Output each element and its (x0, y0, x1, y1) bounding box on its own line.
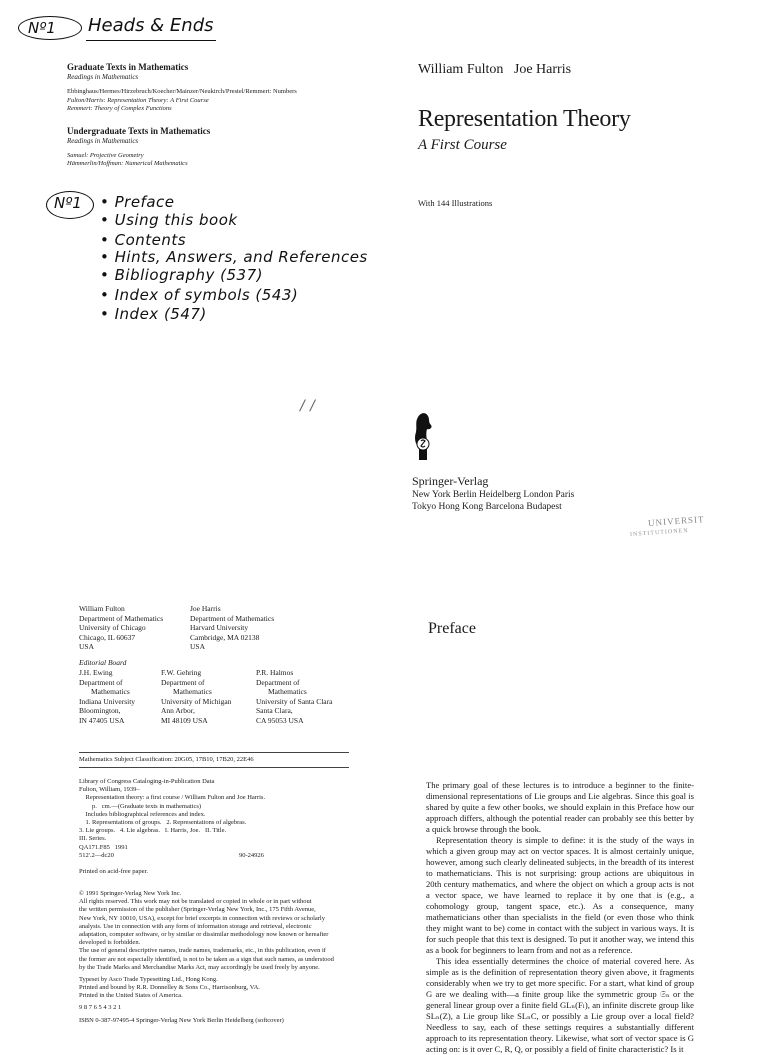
grad-series-line: Fulton/Harris: Representation Theory: A First Course (67, 96, 209, 104)
handwritten-underline (86, 40, 216, 41)
rights-line: the written permission of the publisher (Springer-Verlag New York, Inc., 175 Fifth Avenue, (79, 906, 316, 914)
grad-series-line: Remmert: Theory of Complex Functions (67, 105, 172, 112)
handwritten-number: Nº1 (28, 19, 56, 37)
author-name: Joe Harris (513, 62, 572, 77)
ugrad-series-line: Hämmerlin/Hoffman: Numerical Mathematics (67, 160, 188, 167)
cip-line: III. Series. (79, 835, 107, 843)
handwritten-item: • Using this book (100, 211, 238, 229)
springer-knight-logo-icon (412, 408, 434, 462)
preface-paragraph: Representation theory is simple to define: it is the study of the ways in which a given group may act on vector spaces. It is almost certainly unique, however, among such clearly delineated subjects, in the breadth of its interest to mathematicians. This is not surprising: group actions are ubiquitous in 20th century mathematics, and where the object on which a group acts is not a vector space, we have learned to replace it by one that is (e.g., a cohomology group, tangent space, etc.). As a consequence, many mathematicians other than specialists in the field (or even those who think they might want to be) come in contact with the subject in various ways. It is for such people that this text is designed. To put it another way, we intend this as a book for beginners to learn from and not as a reference. (426, 835, 694, 955)
ugrad-series-line: Samuel: Projective Geometry (67, 151, 144, 159)
board-line: Mathematics (91, 687, 130, 696)
cip-line: Includes bibliographical references and index. (79, 810, 206, 818)
grad-series-subheading: Readings in Mathematics (67, 73, 139, 81)
publisher-cities-1: New York Berlin Heidelberg London Paris (412, 490, 575, 500)
cip-line: Library of Congress Cataloging-in-Publication Data (79, 778, 215, 785)
margin-mark: / / (300, 398, 316, 414)
illustrations-note: With 144 Illustrations (418, 198, 493, 208)
print-line: Typeset by Asco Trade Typesetting Ltd., Hong Kong. (79, 976, 218, 983)
rights-line: adaptation, computer software, or by similar or dissimilar methodology now known or hereafter (79, 931, 329, 939)
handwritten-item: • Index of symbols (543) (100, 286, 299, 304)
board-line: Santa Clara, (256, 706, 293, 715)
board-line: Department of (256, 677, 300, 687)
cip-line: 1. Representations of groups. 2. Representations of algebras. (79, 819, 247, 827)
grad-series-line: Ebbinghaus/Hermes/Hirzebruch/Koecher/Mainzer/Neukirch/Prestel/Remmert: Numbers (67, 88, 297, 95)
rights-line: analysis. Use in connection with any form of information storage and retrieval, electronic (79, 922, 312, 930)
cip-line: Representation theory: a first course / William Fulton and Joe Harris. (79, 794, 266, 802)
board-line: Mathematics (173, 687, 212, 696)
subject-classification: Mathematics Subject Classification: 20G05, 17B10, 17B20, 22E46 (79, 756, 254, 763)
printing-info (79, 976, 260, 1001)
board-line: University of Santa Clara (256, 696, 333, 706)
cip-data (79, 778, 349, 860)
author-address-fulton (79, 604, 189, 652)
handwritten-number: Nº1 (54, 194, 82, 212)
library-stamp: INSTITUTIONEN (629, 527, 689, 539)
preface-paragraph: This idea essentially determines the choice of material covered here. As simple as is the definition of representation theory given above, it fragments considerably when we try to get more specific. For a start, what kind of group G are we dealing with—a finite group like the symmetric group 𝔖ₙ or the general linear group over a finite field GLₙ(Fₗ), an infinite discrete group like SLₙ(Z), a Lie group like SLₙC, or possibly a Lie group over a local field? Needless to say, each of these settings requires a substantially different approach to its representation theory. Likewise, what sort of vector space is G acting on: is it over C, R, Q, or possibly a field of finite characteristic? Is it (426, 956, 694, 1054)
board-line: P.R. Halmos (256, 668, 294, 677)
print-line: Printed and bound by R.R. Donnelley & Sons Co., Harrisonburg, VA. (79, 984, 260, 992)
board-line: Ann Arbor, (161, 706, 195, 715)
acid-free-note: Printed on acid-free paper. (79, 868, 148, 875)
board-line: Bloomington, (79, 706, 121, 715)
board-line: Indiana University (79, 696, 136, 706)
grad-series-heading: Graduate Texts in Mathematics (67, 62, 189, 72)
board-line: F.W. Gehring (161, 668, 202, 677)
rights-line: © 1991 Springer-Verlag New York Inc. (79, 890, 182, 897)
cip-line: p. cm.—(Graduate texts in mathematics) (79, 802, 202, 810)
handwritten-item: • Bibliography (537) (100, 266, 263, 284)
editorial-board-member (256, 668, 366, 725)
print-line: Printed in the United States of America. (79, 992, 183, 1000)
ugrad-series-subheading: Readings in Mathematics (67, 136, 139, 145)
book-subtitle: A First Course (418, 137, 507, 153)
author-name: William Fulton (418, 62, 504, 77)
handwritten-item: • Hints, Answers, and References (100, 248, 368, 266)
address-line: Cambridge, MA 02138 (190, 632, 260, 642)
publisher-name: Springer-Verlag (412, 474, 489, 488)
address-line: Chicago, IL 60637 (79, 632, 136, 642)
preface-paragraph: The primary goal of these lectures is to introduce a beginner to the finite-dimensional representations of Lie groups and Lie algebras. Since this goal is shared by quite a few other books, we should explain in this Preface how our approach differs, although the potential reader can probably see this better by a quick browse through the book. (426, 780, 694, 834)
editorial-board-heading: Editorial Board (79, 658, 127, 667)
title-authors (418, 62, 571, 78)
preface-body (426, 780, 694, 1054)
print-run: 9 8 7 6 5 4 3 2 1 (79, 1004, 122, 1011)
board-line: IN 47405 USA (79, 715, 125, 725)
ugrad-series-heading: Undergraduate Texts in Mathematics (67, 125, 211, 136)
address-line: Department of Mathematics (79, 613, 164, 623)
board-line: Department of (79, 677, 123, 687)
handwritten-item: • Contents (100, 231, 187, 249)
address-line: USA (79, 642, 95, 651)
cip-line: QA171.F85 1991 (79, 843, 128, 851)
rights-line: All rights reserved. This work may not be translated or copied in whole or in part without (79, 898, 312, 906)
preface-heading: Preface (428, 620, 476, 637)
address-line: Harvard University (190, 623, 249, 632)
rights-line: by the Trade Marks and Merchandise Marks Act, may accordingly be used freely by anyone. (79, 963, 320, 971)
publisher-cities-2: Tokyo Hong Kong Barcelona Budapest (412, 502, 562, 512)
author-address-harris (190, 604, 310, 652)
rights-line: New York, NY 10010, USA), except for brief excerpts in connection with reviews or scholarly (79, 914, 325, 922)
isbn: ISBN 0-387-97495-4 Springer-Verlag New York Berlin Heidelberg (softcover) (79, 1017, 284, 1024)
cip-line: Fulton, William, 1939– (79, 786, 140, 794)
divider (79, 767, 349, 768)
rights-line: developed is forbidden. (79, 939, 141, 947)
rights-line: the former are not especially identified, is not to be taken as a sign that such names, as understood (79, 955, 334, 963)
handwritten-item: • Preface (100, 193, 175, 211)
address-line: Department of Mathematics (190, 613, 275, 623)
cip-line: 512'.2—dc20 (79, 851, 114, 859)
library-stamp: UNIVERSIT (647, 514, 705, 528)
board-line: MI 48109 USA (161, 715, 208, 725)
cip-line: 3. Lie groups. 4. Lie algebras. I. Harris, Joe. II. Title. (79, 827, 227, 835)
cip-number: 90-24926 (239, 851, 264, 859)
series-list (67, 62, 367, 169)
board-line: J.H. Ewing (79, 668, 113, 677)
handwritten-title: Heads & Ends (88, 15, 214, 36)
address-line: Joe Harris (190, 604, 221, 613)
divider (79, 752, 349, 753)
board-line: CA 95053 USA (256, 715, 304, 725)
board-line: University of Michigan (161, 696, 232, 706)
address-line: USA (190, 642, 206, 651)
editorial-board-member (161, 668, 261, 725)
handwritten-header (18, 10, 218, 44)
board-line: Department of (161, 677, 205, 687)
address-line: William Fulton (79, 604, 125, 613)
board-line: Mathematics (268, 687, 307, 696)
handwritten-item: • Index (547) (100, 305, 207, 323)
rights-line: The use of general descriptive names, trade names, trademarks, etc., in this publication, even if (79, 947, 326, 955)
address-line: University of Chicago (79, 623, 146, 632)
book-title: Representation Theory (418, 106, 631, 132)
copyright-notice (79, 890, 357, 972)
